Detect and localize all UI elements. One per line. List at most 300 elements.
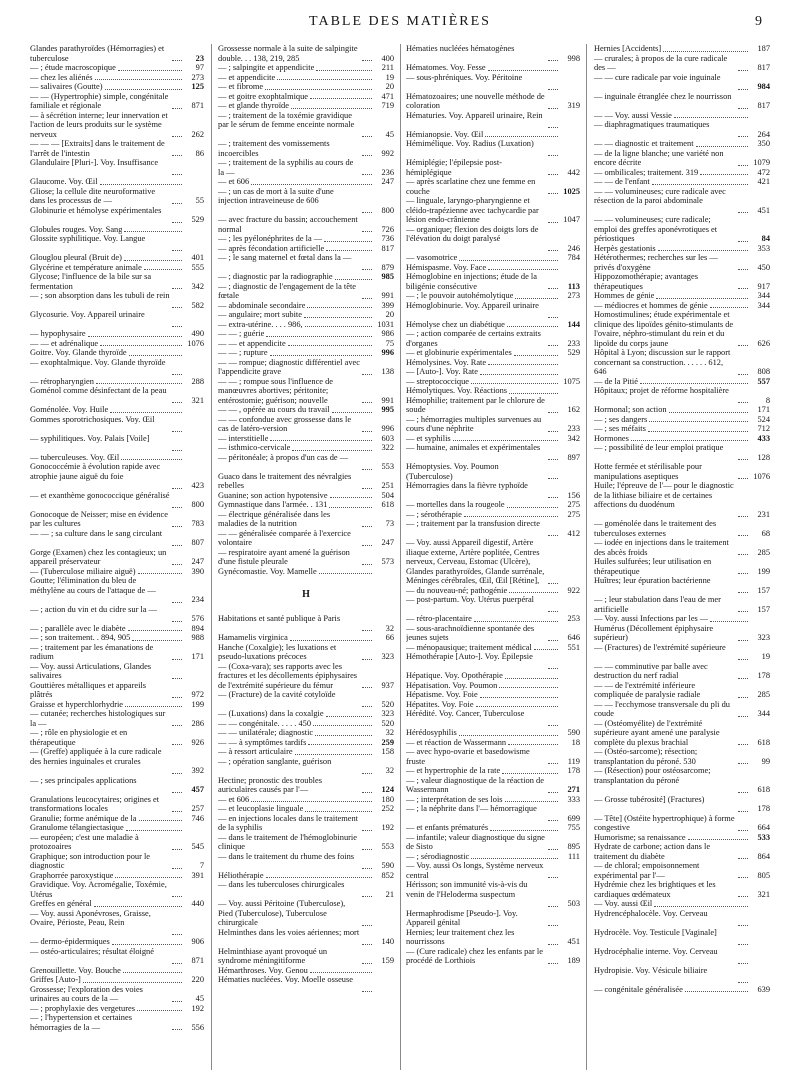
entry-text: — et réaction de Wassermann <box>406 737 507 747</box>
leader-dots <box>305 811 372 812</box>
index-entry <box>594 576 770 595</box>
entry-page-number: 972 <box>191 690 204 699</box>
index-entry <box>30 700 204 710</box>
index-entry <box>406 443 580 462</box>
leader-dots <box>485 136 558 137</box>
entry-page-number: 23 <box>195 53 204 63</box>
entry-text: — — — [Extraits] dans le traitement de l'arrêt de l'intestin <box>30 139 165 158</box>
leader-dots <box>315 735 372 736</box>
leader-dots <box>121 459 182 460</box>
entry-page-number: 323 <box>757 633 770 642</box>
entry-text: Habitations et santé publique à Paris <box>218 614 341 623</box>
entry-page-number: 321 <box>757 889 770 899</box>
entry-text: — (Fractures) de l'extrémité supérieure <box>594 642 726 652</box>
index-entry <box>30 633 204 643</box>
index-entry <box>30 852 204 871</box>
index-entry <box>406 833 580 852</box>
entry-text: Hydrate de carbone; action dans le traitement du diabète <box>594 842 711 861</box>
index-entry <box>218 814 394 833</box>
index-entry <box>30 985 204 1004</box>
index-entry <box>218 871 394 881</box>
entry-page-number: 472 <box>757 167 770 177</box>
index-entry <box>594 111 770 121</box>
entry-text: Goitre. Voy. Glande thyroïde <box>30 348 127 357</box>
leader-dots <box>172 526 182 527</box>
leader-dots <box>172 450 182 451</box>
index-entry <box>594 519 770 538</box>
entry-text: — extra-utérine. . . . 986, <box>218 319 303 329</box>
leader-dots <box>362 469 372 470</box>
leader-dots <box>459 735 558 736</box>
entry-text: — ostéo-articulaires; résultat éloigné <box>30 946 154 956</box>
entry-page-number: 922 <box>567 585 580 595</box>
entry-page-number: 84 <box>761 234 770 243</box>
entry-text: Guaco dans le traitement des névralgies rebelles <box>218 471 352 490</box>
leader-dots <box>738 516 748 517</box>
index-entry <box>30 491 204 510</box>
leader-dots <box>172 174 182 175</box>
leader-dots <box>548 535 558 536</box>
entry-page-number: 442 <box>567 167 580 177</box>
entry-page-number: 503 <box>567 899 580 908</box>
entry-text: — ; ses dangers <box>594 414 648 424</box>
index-entry <box>594 54 770 73</box>
leader-dots <box>362 212 372 213</box>
index-entry <box>218 73 394 83</box>
entry-text: — sous-arachnoïdienne spontanée des jeunes sujets <box>406 623 535 642</box>
entry-page-number: 192 <box>381 823 394 832</box>
entry-text: — syphilitiques. Voy. Palais [Voile] <box>30 433 150 443</box>
entry-text: — de la Pitié <box>594 376 638 386</box>
entry-page-number: 18 <box>571 737 580 747</box>
index-entry <box>406 909 580 928</box>
index-entry <box>406 823 580 833</box>
leader-dots <box>362 687 372 688</box>
leader-dots <box>738 136 748 137</box>
leader-dots <box>548 906 558 907</box>
index-entry <box>218 282 394 301</box>
leader-dots <box>172 963 182 964</box>
leader-dots <box>738 288 748 289</box>
leader-dots <box>514 355 558 356</box>
leader-dots <box>362 868 372 869</box>
entry-text: — de chloral; empoisonnement expérimental par l'— <box>594 861 700 880</box>
entry-text: — médiocres et hommes de génie <box>594 300 708 310</box>
index-entry <box>218 567 394 577</box>
entry-page-number: 344 <box>757 291 770 300</box>
leader-dots <box>362 488 372 489</box>
leader-dots <box>362 136 372 137</box>
entry-text: — — et appendicite <box>218 338 286 348</box>
leader-dots <box>488 364 558 365</box>
entry-text: — et 606 <box>218 177 250 186</box>
index-entry <box>406 177 580 196</box>
index-entry <box>30 681 204 700</box>
entry-page-number: 992 <box>381 148 394 158</box>
entry-text: Granulome télangiectasique <box>30 823 124 832</box>
index-entry <box>594 310 770 348</box>
entry-text: Hormones <box>594 433 629 443</box>
index-entry <box>218 358 394 377</box>
index-entry <box>30 44 204 63</box>
entry-page-number: 800 <box>381 205 394 215</box>
entry-text: — ; possibilité de leur emploi pratique <box>594 443 724 452</box>
leader-dots <box>172 896 182 897</box>
leader-dots <box>453 440 558 441</box>
entry-page-number: 664 <box>757 823 770 832</box>
entry-text: — et hypertrophie de la rate <box>406 766 501 775</box>
index-entry <box>218 310 394 320</box>
index-entry <box>218 472 394 491</box>
entry-text: Hématies nucléées hématogènes <box>406 44 515 53</box>
entry-page-number: 128 <box>757 452 770 462</box>
entry-page-number: 783 <box>191 519 204 528</box>
leader-dots <box>548 497 558 498</box>
leader-dots <box>123 972 182 973</box>
entry-page-number: 7 <box>199 861 204 870</box>
entry-page-number: 178 <box>757 671 770 680</box>
leader-dots <box>362 773 372 774</box>
entry-page-number: 864 <box>757 851 770 861</box>
entry-page-number: 275 <box>567 500 580 509</box>
index-entry <box>594 947 770 966</box>
leader-dots <box>652 184 748 185</box>
entry-text: — ; prophylaxie des vergetures <box>30 1003 135 1013</box>
entry-page-number: 180 <box>381 794 394 804</box>
leader-dots <box>738 640 748 641</box>
entry-text: Hémoglobinurie. Voy. Appareil urinaire <box>406 300 539 310</box>
entry-page-number: 879 <box>381 262 394 272</box>
entry-page-number: 871 <box>191 101 204 110</box>
entry-page-number: 852 <box>381 870 394 880</box>
entry-page-number: 590 <box>567 728 580 737</box>
entry-text: Gravidique. Voy. Acromégalie, Toxémie, Utérus <box>30 880 167 899</box>
entry-text: Grenouillette. Voy. Bouche <box>30 965 121 975</box>
entry-text: — et syphilis <box>406 433 451 443</box>
entry-text: — — généralisée comparée à l'exercice volontaire <box>218 528 351 547</box>
index-entry <box>406 415 580 434</box>
leader-dots <box>172 288 182 289</box>
entry-page-number: 746 <box>191 813 204 823</box>
entry-text: Graphorrée paroxystique <box>30 870 114 880</box>
index-entry <box>30 747 204 776</box>
leader-dots <box>362 269 372 270</box>
entry-text: Hématozoaires; une nouvelle méthode de coloration <box>406 91 545 110</box>
entry-text: Humérus (Décollement épiphysaire supérieur) <box>594 623 714 642</box>
entry-page-number: 995 <box>381 405 394 414</box>
entry-text: — dermo-épidermiques <box>30 937 110 946</box>
entry-page-number: 817 <box>757 63 770 72</box>
entry-page-number: 699 <box>567 813 580 823</box>
leader-dots <box>172 60 182 61</box>
index-entry <box>594 861 770 880</box>
entry-text: Greffes en général <box>30 899 92 908</box>
index-entry <box>218 880 394 899</box>
index-entry <box>594 272 770 291</box>
entry-page-number: 178 <box>757 804 770 813</box>
entry-text: — ; opération sanglante, guérison <box>218 756 332 766</box>
index-entry <box>30 966 204 976</box>
entry-text: — chez les aliénés <box>30 72 93 82</box>
index-entry <box>30 453 204 463</box>
entry-text: — ; interprétation de ses lois <box>406 794 503 804</box>
entry-page-number: 926 <box>191 737 204 747</box>
leader-dots <box>738 345 748 346</box>
index-entry <box>406 690 580 700</box>
index-entry <box>218 728 394 738</box>
index-entry <box>30 1013 204 1032</box>
index-entry <box>218 500 394 510</box>
entry-page-number: 573 <box>381 557 394 566</box>
index-entry <box>218 795 394 805</box>
leader-dots <box>362 402 372 403</box>
index-entry <box>406 225 580 254</box>
entry-text: Hématomes. Voy. Fesse <box>406 63 486 72</box>
leader-dots <box>105 89 182 90</box>
entry-page-number: 618 <box>757 785 770 794</box>
leader-dots <box>362 298 372 299</box>
index-entry <box>30 548 204 567</box>
entry-text: — (Coxa-vara); ses rapports avec les fractures et les décollements épiphysaires de l'extrémité supérieure du fémur <box>218 661 358 690</box>
entry-page-number: 471 <box>381 91 394 101</box>
entry-text: — et glande thyroïde <box>218 101 289 110</box>
index-entry <box>30 728 204 747</box>
entry-text: — ; son absorption dans les tubuli de rein <box>30 291 170 300</box>
leader-dots <box>172 564 182 565</box>
leader-dots <box>96 383 182 384</box>
entry-text: — — ; rupture <box>218 348 268 357</box>
leader-dots <box>362 849 372 850</box>
index-entry <box>218 111 394 140</box>
entry-text: — ; un cas de mort à la suite d'une injection intraveineuse de 606 <box>218 186 334 205</box>
entry-text: — cutanée; recherches histologiques sur la — <box>30 709 166 728</box>
index-entry <box>218 975 394 994</box>
entry-text: — (Résection) pour ostéosarcome; transplantation du péroné <box>594 766 711 785</box>
entry-text: — (Fracture) de la cavité cotyloïde <box>218 690 336 699</box>
leader-dots <box>663 51 748 52</box>
entry-page-number: 817 <box>381 243 394 253</box>
leader-dots <box>362 896 372 897</box>
entry-text: Glouglou pleural (Bruit de) <box>30 253 122 262</box>
entry-text: Hectine; pronostic des troubles auriculaires causés par l'— <box>218 775 322 794</box>
leader-dots <box>332 412 372 413</box>
leader-dots <box>738 402 748 403</box>
leader-dots <box>508 744 558 745</box>
leader-dots <box>310 972 372 973</box>
entry-page-number: 504 <box>381 490 394 500</box>
index-entry <box>30 776 204 795</box>
entry-page-number: 158 <box>381 747 394 756</box>
index-entry <box>594 187 770 216</box>
leader-dots <box>266 877 372 878</box>
leader-dots <box>548 108 558 109</box>
leader-dots <box>172 773 182 774</box>
index-entry <box>594 377 770 387</box>
index-entry <box>406 196 580 225</box>
leader-dots <box>548 792 558 793</box>
leader-dots <box>738 89 748 90</box>
index-entry <box>406 519 580 538</box>
entry-text: Hérisson; son immunité vis-à-vis du venin de l'Heloderma suspectum <box>406 880 528 899</box>
entry-page-number: 545 <box>191 842 204 851</box>
entry-text: Hématuries. Voy. Appareil urinaire, Rein <box>406 110 543 120</box>
leader-dots <box>307 307 372 308</box>
leader-dots <box>172 678 182 679</box>
entry-page-number: 988 <box>191 633 204 642</box>
leader-dots <box>738 374 748 375</box>
leader-dots <box>266 336 372 337</box>
index-entry <box>218 491 394 501</box>
entry-text: Grossesse normale à la suite de salpingite double. . . 138, 219, 285 <box>218 44 358 63</box>
entry-page-number: 986 <box>381 329 394 338</box>
leader-dots <box>685 991 748 992</box>
entry-text: — crurales; à propos de la cure radicale des — <box>594 53 728 72</box>
index-entry <box>218 377 394 406</box>
leader-dots <box>738 269 748 270</box>
index-entry <box>406 263 580 273</box>
leader-dots <box>290 640 372 641</box>
leader-dots <box>362 659 372 660</box>
index-entry <box>218 339 394 349</box>
leader-dots <box>669 412 748 413</box>
leader-dots <box>310 98 372 99</box>
entry-page-number: 457 <box>191 785 204 794</box>
entry-text: — — et adrénalique <box>30 338 99 348</box>
entry-text: — — diagnostic et traitement <box>594 139 694 148</box>
entry-text: Granulie; forme anémique de la <box>30 813 137 823</box>
leader-dots <box>172 203 182 204</box>
index-entry <box>30 272 204 291</box>
entry-text: — et exanthème gonococcique généralisé <box>30 490 170 500</box>
leader-dots <box>251 184 372 185</box>
entry-page-number: 178 <box>567 766 580 775</box>
leader-dots <box>488 269 558 270</box>
index-entry <box>218 738 394 748</box>
entry-text: — ; action comparée de certains extraits d'organes <box>406 329 541 348</box>
entry-text: — hypophysaire <box>30 329 86 338</box>
leader-dots <box>738 165 748 166</box>
index-entry <box>218 690 394 709</box>
index-entry <box>30 814 204 824</box>
entry-page-number: 520 <box>381 718 394 728</box>
index-entry <box>30 177 204 187</box>
entry-text: Gymnastique dans l'armée. . 131 <box>218 500 328 509</box>
index-entry <box>406 795 580 805</box>
leader-dots <box>548 611 558 612</box>
leader-dots <box>548 640 558 641</box>
index-entry <box>218 234 394 244</box>
leader-dots <box>505 678 558 679</box>
leader-dots <box>172 326 182 327</box>
leader-dots <box>270 355 372 356</box>
index-entry <box>218 215 394 234</box>
entry-text: — — l'ecchymose transversale du pli du coude <box>594 699 730 718</box>
leader-dots <box>335 279 372 280</box>
entry-text: Herpès gestationis <box>594 243 656 253</box>
entry-text: Gonocoque de Neisser; mise en évidence par les cultures <box>30 509 168 528</box>
entry-page-number: 1025 <box>563 186 580 196</box>
entry-text: Hernies; leur traitement chez les nourrissons <box>406 927 515 946</box>
entry-text: — et leucoplasie linguale <box>218 804 304 813</box>
leader-dots <box>362 991 372 992</box>
entry-text: — en injections locales dans le traitement de la syphilis <box>218 813 359 832</box>
index-entry <box>594 719 770 748</box>
index-entry <box>218 453 394 472</box>
index-entry <box>594 92 770 111</box>
entry-text: — — de l'enfant <box>594 177 650 186</box>
leader-dots <box>548 127 558 128</box>
entry-text: Graphique; son introduction pour le diagnostic <box>30 851 151 870</box>
entry-page-number: 32 <box>385 728 394 737</box>
entry-text: — avec fracture du bassin; accouchement normal <box>218 215 358 234</box>
entry-page-number: 996 <box>381 348 394 357</box>
entry-page-number: 275 <box>567 509 580 519</box>
entry-text: Hémoptysies. Voy. Poumon (Tuberculose) <box>406 462 499 481</box>
entry-page-number: 285 <box>757 690 770 699</box>
entry-text: — ; leur stabulation dans l'eau de mer artificielle <box>594 595 721 614</box>
entry-text: — (Ostéomyélite) de l'extrémité supérieure ayant amené une paralysie complète du plexus brachial <box>594 718 720 747</box>
entry-page-number: 157 <box>757 585 770 595</box>
leader-dots <box>738 592 748 593</box>
index-column-3 <box>406 44 580 1070</box>
entry-page-number: 1076 <box>187 338 204 348</box>
index-entry <box>30 975 204 985</box>
leader-dots <box>172 136 182 137</box>
entry-text: — — cure radicale par voie inguinale <box>594 72 721 82</box>
index-entry <box>594 538 770 557</box>
leader-dots <box>326 716 372 717</box>
leader-dots <box>115 877 182 878</box>
leader-dots <box>172 621 182 622</box>
entry-page-number: 45 <box>385 129 394 139</box>
entry-page-number: 19 <box>761 652 770 661</box>
entry-text: — (Cure radicale) chez les enfants par le procédé de Lorthiois <box>406 946 543 965</box>
leader-dots <box>515 298 558 299</box>
index-columns <box>30 44 770 1072</box>
index-entry <box>594 766 770 795</box>
index-entry <box>594 120 770 139</box>
column-divider <box>400 44 401 1070</box>
leader-dots <box>172 108 182 109</box>
leader-dots <box>738 611 748 612</box>
entry-page-number: 646 <box>567 633 580 642</box>
index-entry <box>594 244 770 254</box>
entry-text: — Voy. aussi Œil <box>594 899 653 908</box>
index-entry <box>406 614 580 624</box>
entry-text: Hémoglobine en injections; étude de la biligénie consécutive <box>406 272 537 291</box>
entry-text: — ; les pyélonéphrites de la — <box>218 234 323 243</box>
index-entry <box>218 548 394 567</box>
entry-page-number: 392 <box>191 766 204 775</box>
entry-text: — ; salpingite et appendicite <box>218 63 315 72</box>
leader-dots <box>88 336 182 337</box>
leader-dots <box>172 431 182 432</box>
entry-text: Gynécomastie. Voy. Mamelle <box>218 566 317 576</box>
entry-page-number: 808 <box>757 367 770 376</box>
entry-page-number: 288 <box>191 376 204 386</box>
entry-page-number: 32 <box>385 766 394 775</box>
index-entry <box>594 424 770 434</box>
leader-dots <box>548 60 558 61</box>
entry-page-number: 871 <box>191 956 204 965</box>
index-entry <box>30 111 204 140</box>
entry-text: Hanche (Coxalgie); les luxations et pseudo-luxations précoces <box>218 642 337 661</box>
entry-text: — et globinurie expérimentales <box>406 348 512 357</box>
index-entry <box>30 386 204 405</box>
entry-page-number: 897 <box>567 452 580 462</box>
index-entry <box>406 92 580 111</box>
entry-page-number: 189 <box>567 956 580 965</box>
